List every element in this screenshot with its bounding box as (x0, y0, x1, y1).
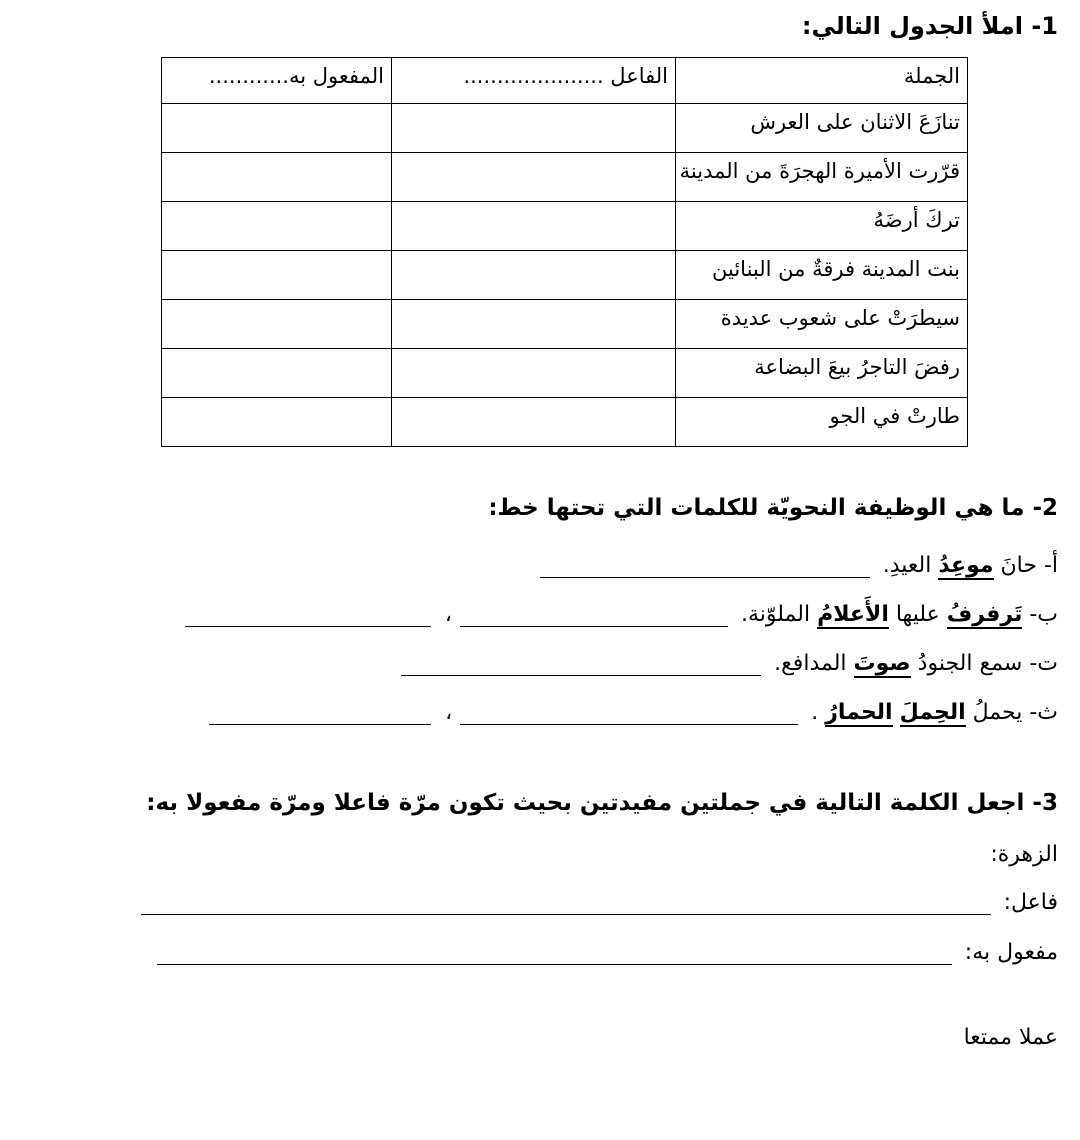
closing-text: عملا ممتعا (963, 1025, 1058, 1050)
table-row (162, 300, 968, 349)
table-row (162, 104, 968, 153)
q2-item-a (20, 551, 1058, 581)
answer-blank[interactable] (185, 613, 431, 627)
table-row (162, 349, 968, 398)
underlined-word: تَرفرفُ (946, 602, 1023, 627)
underlined-word: الحِملَ (899, 700, 966, 725)
answer-blank[interactable] (460, 613, 728, 627)
answer-blank[interactable] (401, 662, 761, 676)
sentence-text: ت- سمع الجنودُ (910, 651, 1058, 676)
comma-separator: ، (444, 602, 452, 627)
answer-cell-subject[interactable] (392, 251, 676, 300)
sentence-cell: تنازَعَ الاثنان على العرش (676, 104, 968, 153)
answer-cell-subject[interactable] (392, 300, 676, 349)
table-row (162, 251, 968, 300)
table-row (162, 398, 968, 447)
q2-heading: 2- ما هي الوظيفة النحويّة للكلمات التي تحتها خط: (488, 495, 1058, 521)
sentence-text: المدافع. (774, 651, 854, 676)
sentence-text (893, 700, 900, 725)
answer-cell-object[interactable] (162, 251, 392, 300)
underlined-word: الحمارُ (825, 700, 893, 725)
answer-cell-subject[interactable] (392, 349, 676, 398)
sentence-text: الملوّنة. (740, 602, 818, 627)
answer-blank[interactable] (460, 711, 798, 725)
q2-item-b (20, 600, 1058, 630)
sentence-cell: تركَ أرضَهُ (676, 202, 968, 251)
object-label: مفعول به: (964, 940, 1058, 965)
col-header-subject: الفاعل ..................... (392, 58, 676, 104)
q3-subject-row (20, 888, 1058, 918)
answer-cell-object[interactable] (162, 104, 392, 153)
object-answer-line[interactable] (157, 951, 952, 965)
table-header-row (162, 58, 968, 104)
subject-answer-line[interactable] (141, 901, 991, 915)
answer-cell-object[interactable] (162, 300, 392, 349)
answer-cell-subject[interactable] (392, 398, 676, 447)
sentence-text: أ- حانَ (993, 553, 1058, 578)
sentence-cell: بنت المدينة فرقةٌ من البنائين (676, 251, 968, 300)
sentence-text: العيدِ. (882, 553, 939, 578)
underlined-word: موعِدُ (938, 553, 994, 578)
sentence-cell: قرّرت الأميرة الهجرَةَ من المدينة (676, 153, 968, 202)
q3-heading: 3- اجعل الكلمة التالية في جملتين مفيدتين بحيث تكون مرّة فاعلا ومرّة مفعولا به: (146, 790, 1058, 816)
col-header-object: المفعول به............ (162, 58, 392, 104)
sentence-cell: سيطرَتْ على شعوب عديدة (676, 300, 968, 349)
answer-cell-subject[interactable] (392, 202, 676, 251)
comma-separator: ، (445, 700, 453, 725)
q2-item-t (20, 649, 1058, 679)
answer-blank[interactable] (540, 564, 870, 578)
answer-cell-object[interactable] (162, 349, 392, 398)
q3-word-label: الزهرة: (990, 842, 1058, 867)
subject-label: فاعل: (1003, 890, 1058, 915)
table-row (162, 202, 968, 251)
sentence-text: عليها (888, 602, 947, 627)
sentence-text: ث- يحملُ (965, 700, 1058, 725)
sentence-text: ب- (1022, 602, 1058, 627)
q3-object-row (20, 938, 1058, 968)
answer-cell-subject[interactable] (392, 153, 676, 202)
sentence-cell: طارتْ في الجو (676, 398, 968, 447)
sentence-cell: رفضَ التاجرُ بيعَ البضاعة (676, 349, 968, 398)
underlined-word: الأَعلامُ (817, 602, 889, 627)
underlined-word: صوتَ (853, 651, 911, 676)
col-header-sentence: الجملة (676, 58, 968, 104)
table-row (162, 153, 968, 202)
q1-heading: 1- املأ الجدول التالي: (801, 12, 1058, 40)
answer-blank[interactable] (209, 711, 431, 725)
answer-cell-subject[interactable] (392, 104, 676, 153)
q1-table (161, 57, 968, 447)
q2-item-th (20, 698, 1058, 728)
answer-cell-object[interactable] (162, 202, 392, 251)
answer-cell-object[interactable] (162, 153, 392, 202)
answer-cell-object[interactable] (162, 398, 392, 447)
sentence-text: . (811, 700, 826, 725)
